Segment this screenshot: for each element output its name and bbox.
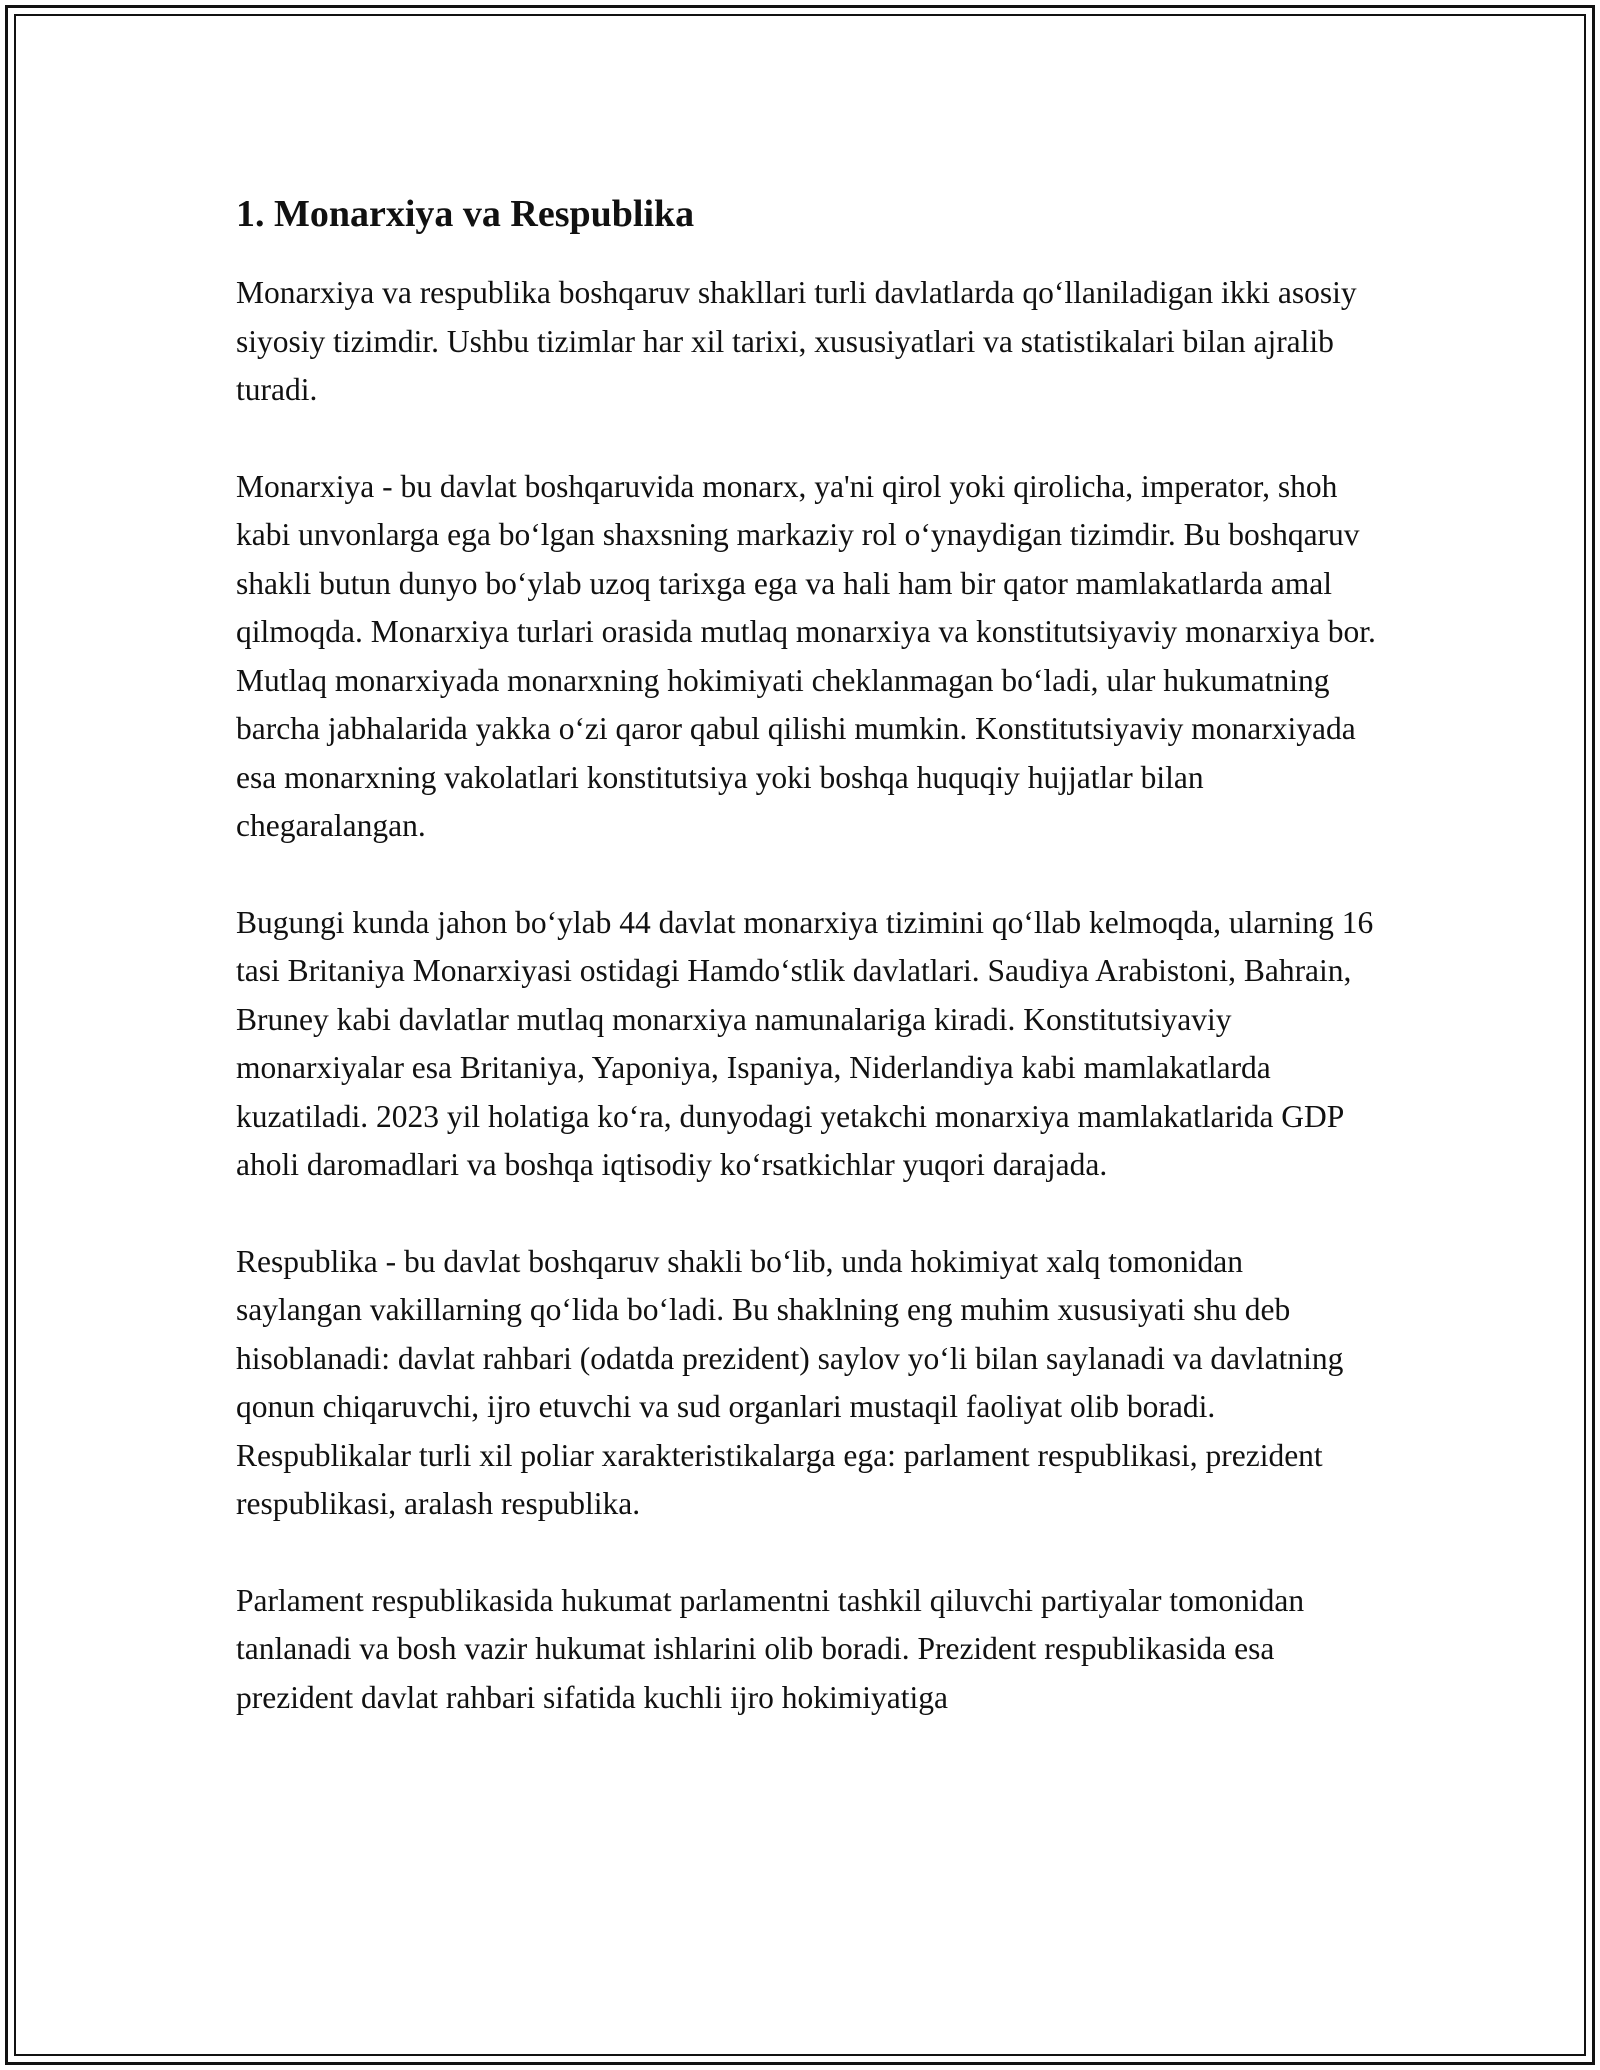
paragraph-republic-definition: Respublika - bu davlat boshqaruv shakli bo‘lib, unda hokimiyat xalq tomonidan saylangan vakillarning qo‘lida bo‘ladi. Bu shaklning eng muhim xususiyati shu deb hisoblanadi: davlat rahbari (odatda prezident) saylov yo‘li bilan saylanadi va davlatning qonun chiqaruvchi, ijro etuvchi va sud organlari mustaqil faoliyat olib boradi. Respublikalar turli xil poliar xarakteristikalarga ega: parlament respublikasi, prezident respublikasi, aralash respublika. bbox=[236, 1243, 1344, 1521]
document-heading: 1. Monarxiya va Respublika bbox=[236, 193, 695, 235]
paragraph-intro: Monarxiya va respublika boshqaruv shakllari turli davlatlarda qo‘llaniladigan ikki asosiy siyosiy tizimdir. Ushbu tizimlar har xil tarixi, xususiyatlari va statistikalari bilan ajralib turadi. bbox=[236, 275, 1357, 407]
paragraph-monarchy-definition: Monarxiya - bu davlat boshqaruvida monarx, ya'ni qirol yoki qirolicha, imperator, shoh kabi unvonlarga ega bo‘lgan shaxsning markaziy rol o‘ynaydigan tizimdir. Bu boshqaruv shakli butun dunyo bo‘ylab uzoq tarixga ega va hali ham bir qator mamlakatlarda amal qilmoqda. Monarxiya turlari orasida mutlaq monarxiya va konstitutsiyaviy monarxiya bor. Mutlaq monarxiyada monarxning hokimiyati cheklanmagan bo‘ladi, ular hukumatning barcha jabhalarida yakka o‘zi qaror qabul qilishi mumkin. Konstitutsiyaviy monarxiyada esa monarxning vakolatlari konstitutsiya yoki boshqa huquqiy hujjatlar bilan chegaralangan. bbox=[236, 468, 1376, 843]
paragraph-republic-types: Parlament respublikasida hukumat parlamentni tashkil qiluvchi partiyalar tomonidan tanlanadi va bosh vazir hukumat ishlarini olib boradi. Prezident respublikasida esa prezident davlat rahbari sifatida kuchli ijro hokimiyatiga bbox=[236, 1582, 1305, 1715]
paragraph-monarchy-statistics: Bugungi kunda jahon bo‘ylab 44 davlat monarxiya tizimini qo‘llab kelmoqda, ularning 16 tasi Britaniya Monarxiyasi ostidagi Hamdo‘stlik davlatlari. Saudiya Arabistoni, Bahrain, Bruney kabi davlatlar mutlaq monarxiya namunalariga kiradi. Konstitutsiyaviy monarxiyalar esa Britaniya, Yaponiya, Ispaniya, Niderlandiya kabi mamlakatlarda kuzatiladi. 2023 yil holatiga ko‘ra, dunyodagi yetakchi monarxiya mamlakatlarida GDP aholi daromadlari va boshqa iqtisodiy ko‘rsatkichlar yuqori darajada. bbox=[236, 904, 1374, 1182]
document-body bbox=[236, 185, 1376, 1770]
